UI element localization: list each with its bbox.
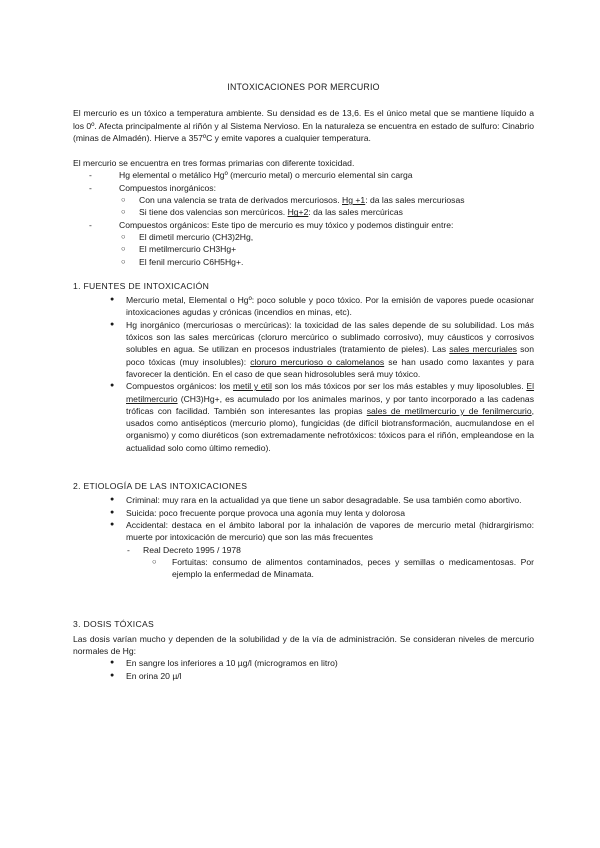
b2-text-c: se han usado como laxantes y para favorecer la dentición. En el caso de que sean hidrosolubles será muy tóxico. [126,356,534,379]
accidental-sublist [73,544,534,556]
inorg-2-formula: Hg+2 [287,207,309,218]
organic-text: Compuestos orgánicos: Este tipo de mercurio es muy tóxico y podemos distinguir entre: [119,219,454,230]
list-item [73,182,534,219]
inorg-1-formula: Hg +1 [342,195,366,206]
fortuitas-sublist [73,556,534,581]
section-3-list [73,657,534,682]
b3-text-c: (CH3)Hg+, es acumulado por los animales marinos, y por tanto incorporado a las cadenas tróficas con facilidad. También son interesantes las propias [126,393,534,416]
list-item: ○ Fortuitas: consumo de alimentos contaminados, peces y semillas o medicamentosas. Por ejemplo la enfermedad de Minamata. [73,556,534,581]
b3-underlined-b: El metilmercurio [126,381,535,404]
inorg-1-note: : da las sales mercuriosas [365,195,465,206]
forms-list [73,169,534,267]
b2-text-b: son poco tóxicas (muy insolubles): [126,344,534,367]
document-title: INTOXICACIONES POR MERCURIO [227,82,380,92]
list-item: ● Suicida: poco frecuente porque provoca una agonía muy lenta y dolorosa [73,507,534,519]
b3-underlined-c: sales de metilmercurio y de fenilmercurio [366,405,532,416]
section-2-heading: 2. ETIOLOGÍA DE LAS INTOXICACIONES [73,481,248,492]
inorg-2-note: : da las sales mercúricas [308,207,403,218]
list-item: ○ El metilmercurio CH3Hg+ [73,243,534,255]
section-1-heading: 1. FUENTES DE INTOXICACIÓN [73,280,210,291]
b2-text-a: Hg inorgánico (mercuriosas o mercúricas): la toxicidad de las sales depende de su solubilidad. Los más tóxicos son las sales mercúricas (cloruro mercúrico o sublimado corrosivo), muy cáusticos y corrosivos solubles en agua. Se utilizan en procesos industriales (tratamiento de pieles). Las [126,319,534,355]
b3-text-a: Compuestos orgánicos: los [126,381,234,392]
b3-text-b: son los más tóxicos por ser los más estables y muy liposolubles. [271,381,527,392]
list-item [73,169,534,181]
list-item [73,194,534,206]
intro-paragraph: El mercurio es un tóxico a temperatura ambiente. Su densidad es de 13,6. Es el único metal que se mantiene líquido a los 0º. Afecta principalmente al riñón y al Sistema Nervioso. En la naturaleza se encuentra en estado de sulfuro: Cinabrio (minas de Almadén). Hierve a 357ºC y emite vapores a cualquier temperatura. [73,108,534,143]
document-page [73,81,534,682]
b2-underlined-b: cloruro mercurioso o calomelanos [250,356,385,367]
b2-underlined-a: sales mercuriales [449,344,517,355]
b3-text-d: , usados como antisépticos (mercurio plomo), fungicidas (de difícil biotransformación, aucmulandose en el organismo) y como diuréticos (son extremadamente nefrotóxicos: tóxicos para el riñón, empleandose en la actualidad solo como último remedio). [126,405,534,453]
list-item: ● En sangre los inferiores a 10 µg/l (microgramos en litro) [73,657,534,669]
inorganic-sublist [73,194,534,219]
list-item [73,206,534,218]
list-item [73,319,534,380]
section-2-list [73,494,534,580]
section-1-list [73,294,534,454]
organic-sublist [73,231,534,268]
inorg-1-text: Con una valencia se trata de derivados mercuriosos. [139,195,343,206]
inorganic-text: Compuestos inorgánicos: [119,182,216,193]
section-3-heading: 3. DOSIS TÓXICAS [73,619,155,630]
list-item: ● En orina 20 µ/l [73,670,534,682]
list-item: ● Criminal: muy rara en la actualidad ya que tiene un sabor desagradable. Se usa también como abortivo. [73,494,534,506]
list-item [73,380,534,454]
list-item [73,219,534,268]
inorg-2-text: Si tiene dos valencias son mercúricos. [139,207,288,218]
list-item: ● Mercurio metal, Elemental o Hgº: poco soluble y poco tóxico. Por la emisión de vapores puede ocasionar intoxicaciones agudas y crónicas (incendios en minas, etc). [73,294,534,319]
list-item: ○ El dimetil mercurio (CH3)2Hg, [73,231,534,243]
list-item: ○ El fenil mercurio C6H5Hg+. [73,256,534,268]
forms-lead: El mercurio se encuentra en tres formas primarias con diferente toxicidad. [73,158,355,169]
elemental-text: Hg elemental o metálico Hgº (mercurio metal) o mercurio elemental sin carga [119,170,413,181]
b3-underlined-a: metil y etil [233,381,272,392]
section-3-text: Las dosis varían mucho y dependen de la solubilidad y de la vía de administración. Se consideran niveles de mercurio normales de Hg: [73,633,534,656]
list-item: - Real Decreto 1995 / 1978 [73,544,534,556]
list-item [73,519,534,580]
accidental-text: Accidental: destaca en el ámbito laboral por la inhalación de vapores de mercurio metal (hidrargirismo: muerte por intoxicación de mercurio) que son las más frecuentes [126,519,534,543]
